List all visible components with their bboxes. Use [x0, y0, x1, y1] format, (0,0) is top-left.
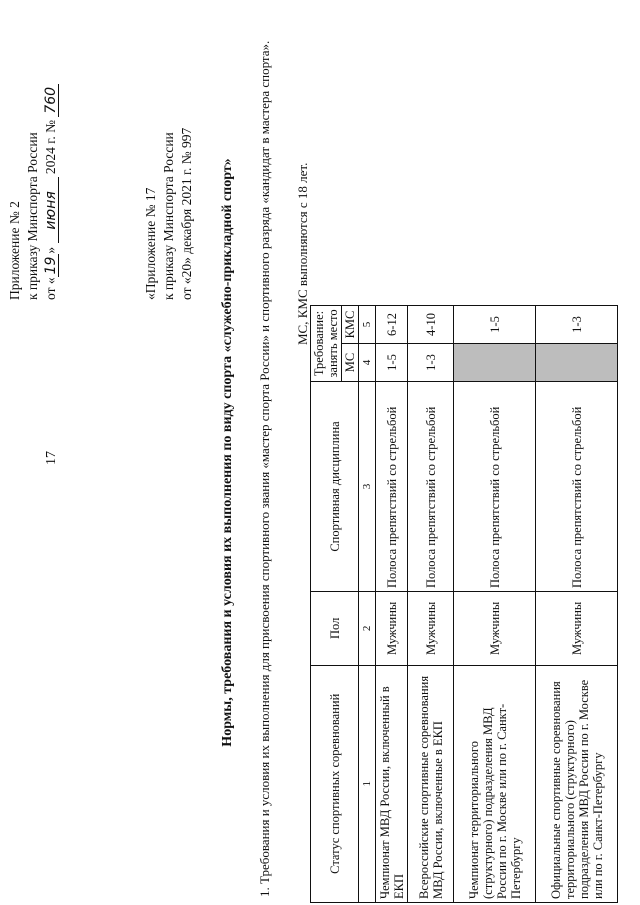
col-number: 1 — [359, 665, 376, 902]
discipline-cell: Полоса препятствий со стрельбой — [376, 381, 408, 591]
discipline-cell: Полоса препятствий со стрельбой — [408, 381, 454, 591]
requirement-header: Требование: занять место — [311, 306, 342, 382]
prev-appendix-line-1: «Приложение № 17 — [143, 187, 158, 300]
sex-cell: Мужчины — [376, 592, 408, 666]
handwritten-day: 19 — [44, 254, 59, 278]
age-note: МС, КМС выполняются с 18 лет. — [295, 162, 310, 345]
handwritten-month: июня — [44, 177, 59, 243]
col-number: 3 — [359, 381, 376, 591]
ms-header: МС — [342, 344, 359, 382]
appendix-line-3 — [42, 0, 60, 300]
kms-cell: 6-12 — [376, 306, 408, 344]
kms-cell: 1-5 — [454, 306, 536, 344]
kms-header: КМС — [342, 306, 359, 344]
discipline-cell: Полоса препятствий со стрельбой — [454, 381, 536, 591]
prev-appendix-block — [142, 0, 196, 300]
sex-cell: Мужчины — [454, 592, 536, 666]
appendix-date-prefix: от « — [43, 277, 58, 300]
table-row — [536, 306, 618, 903]
kms-cell: 1-3 — [536, 306, 618, 344]
document-title: Нормы, требования и условия их выполнения по виду спорта «служебно-прикладной спорт» — [220, 158, 235, 747]
appendix-date-mid: » — [43, 246, 58, 254]
appendix-block — [6, 0, 60, 300]
discipline-cell: Полоса препятствий со стрельбой — [536, 381, 618, 591]
sex-cell: Мужчины — [536, 592, 618, 666]
column-number-row — [359, 306, 376, 903]
sex-header: Пол — [311, 592, 359, 666]
table-row — [408, 306, 454, 903]
prev-appendix-line-2: к приказу Минспорта России — [161, 132, 176, 300]
norms-table — [310, 305, 618, 903]
discipline-header: Спортивная дисциплина — [311, 381, 359, 591]
handwritten-number: 760 — [44, 84, 59, 117]
status-cell: Всероссийские спортивные соревнования МВД России, включенные в ЕКП — [408, 665, 454, 902]
col-number: 4 — [359, 344, 376, 382]
status-header: Статус спортивных соревнований — [311, 665, 359, 902]
status-cell: Чемпионат МВД России, включенный в ЕКП — [376, 665, 408, 902]
status-cell: Официальные спортивные соревнования территориального (структурного) подразделения МВД России по г. Москве или по г. Санкт-Петербургу — [536, 665, 618, 902]
intro-paragraph: 1. Требования и условия их выполнения для присвоения спортивного звания «мастер спорта России» и спортивного разряда «кандидат в мастера спорта». — [257, 40, 272, 897]
ms-cell-shaded — [536, 344, 618, 382]
col-number: 5 — [359, 306, 376, 344]
appendix-line-1: Приложение № 2 — [7, 201, 22, 300]
appendix-year: 2024 г. № — [43, 120, 58, 175]
header-row — [311, 306, 342, 903]
table-row — [454, 306, 536, 903]
page-number: 17 — [44, 451, 59, 465]
table-row — [376, 306, 408, 903]
status-cell: Чемпионат территориального (структурного) подразделения МВД России по г. Москве или по г. Санкт-Петербургу — [454, 665, 536, 902]
kms-cell: 4-10 — [408, 306, 454, 344]
prev-appendix-line-3: от «20» декабря 2021 г. № 997 — [179, 127, 194, 300]
col-number: 2 — [359, 592, 376, 666]
appendix-line-2: к приказу Минспорта России — [25, 132, 40, 300]
ms-cell: 1-5 — [376, 344, 408, 382]
sex-cell: Мужчины — [408, 592, 454, 666]
ms-cell: 1-3 — [408, 344, 454, 382]
ms-cell-shaded — [454, 344, 536, 382]
